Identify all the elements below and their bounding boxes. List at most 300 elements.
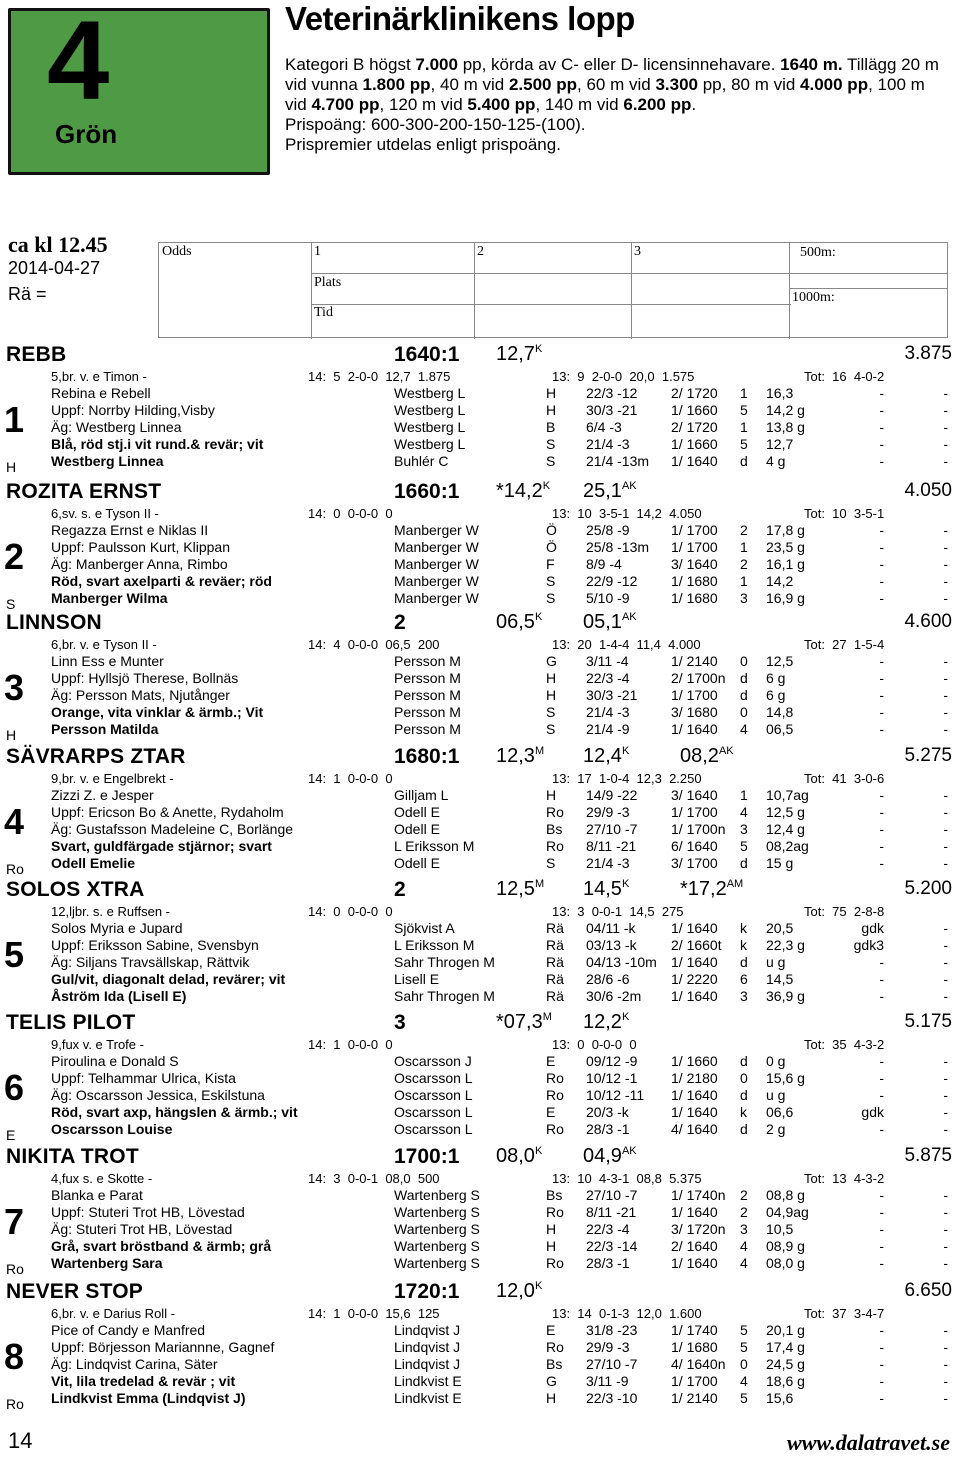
horse-stats: Tot: 10 3-5-1 — [804, 506, 885, 521]
horse-info: Äg: Persson Mats, Njutånger — [51, 687, 230, 703]
start-cell: u g — [766, 954, 786, 970]
horse-stats: 14: 4 0-0-0 06,5 200 — [308, 637, 440, 652]
start-cell: - — [879, 954, 884, 970]
start-cell: 2 — [740, 1187, 748, 1203]
start-cell: d — [740, 687, 748, 703]
start-cell: Ö — [546, 539, 557, 555]
start-cell: 10/12 -1 — [586, 1070, 638, 1086]
start-cell: 6/4 -3 — [586, 419, 622, 435]
start-cell: - — [879, 556, 884, 572]
start-cell: 22,3 g — [766, 937, 805, 953]
start-cell: 6 g — [766, 687, 786, 703]
start-cell: G — [546, 1373, 557, 1389]
start-cell: Lindkvist E — [394, 1390, 462, 1406]
start-cell: - — [943, 988, 948, 1004]
start-number: 3 — [4, 667, 25, 708]
start-cell: k — [740, 1104, 747, 1120]
shoe-info: Ro — [6, 861, 24, 877]
race-conditions — [285, 55, 945, 155]
start-cell: 23,5 g — [766, 539, 805, 555]
horse-stats: 13: 0 0-0-0 0 — [552, 1037, 637, 1052]
start-cell: 3/11 -4 — [586, 653, 629, 669]
record-type: M — [534, 745, 545, 757]
start-cell: 29/9 -3 — [586, 1339, 630, 1355]
record-value: 12,3 — [496, 745, 535, 767]
start-cell: - — [879, 1204, 884, 1220]
record-value: 04,9 — [583, 1145, 622, 1167]
prize-note: Prispremier utdelas enligt prispoäng. — [285, 135, 561, 154]
record-value: 25,1 — [583, 480, 622, 502]
start-cell: Odell E — [394, 804, 440, 820]
start-number: 7 — [4, 1201, 25, 1242]
horse-info: Rebina e Rebell — [51, 385, 151, 401]
record-type: K — [534, 1145, 543, 1157]
start-cell: 4 — [740, 1373, 748, 1389]
start-cell: 2/ 1640 — [671, 1238, 718, 1254]
horse-info: Äg: Manberger Anna, Rimbo — [51, 556, 228, 572]
start-cell: 08,9 g — [766, 1238, 805, 1254]
horse-stats: Tot: 75 2-8-8 — [804, 904, 885, 919]
start-cell: 0 — [740, 1070, 748, 1086]
start-cell: - — [879, 804, 884, 820]
start-cell: Westberg L — [394, 402, 466, 418]
record-type: K — [621, 745, 630, 757]
driver-name[interactable]: Westberg Linnea — [51, 453, 164, 469]
start-cell: Odell E — [394, 855, 440, 871]
start-cell: H — [546, 1390, 557, 1406]
start-distance: 1660:1 — [394, 480, 460, 503]
horse-name[interactable]: NIKITA TROT — [6, 1145, 139, 1168]
driver-name[interactable]: Åström Ida (Lisell E) — [51, 988, 187, 1004]
record-value: *17,2 — [680, 878, 727, 900]
start-cell: Ro — [546, 1255, 564, 1271]
record-type: AK — [621, 480, 637, 492]
start-cell: 20/3 -k — [586, 1104, 629, 1120]
start-cell: 8/9 -4 — [586, 556, 622, 572]
driver-name[interactable]: Wartenberg Sara — [51, 1255, 163, 1271]
horse-stats: Tot: 27 1-5-4 — [804, 637, 885, 652]
start-cell: - — [943, 704, 948, 720]
start-cell: 2 — [740, 1204, 748, 1220]
record-type: M — [534, 878, 545, 890]
start-distance: 3 — [394, 1011, 406, 1034]
start-cell: Oscarsson L — [394, 1104, 473, 1120]
start-cell: B — [546, 419, 556, 435]
record-type: K — [534, 343, 543, 355]
race-title: Veterinärklinikens lopp — [285, 0, 635, 37]
start-cell: - — [943, 1221, 948, 1237]
start-cell: 5 — [740, 838, 748, 854]
start-cell: 2/ 1660t — [671, 937, 722, 953]
start-cell: 21/4 -3 — [586, 704, 630, 720]
start-cell: Bs — [546, 1356, 563, 1372]
horse-stats: 14: 1 0-0-0 15,6 125 — [308, 1306, 440, 1321]
start-cell: 29/9 -3 — [586, 804, 630, 820]
horse-info: Uppf: Telhammar Ulrica, Kista — [51, 1070, 236, 1086]
start-cell: - — [943, 556, 948, 572]
horse-name[interactable]: LINNSON — [6, 611, 102, 634]
start-cell: 1/ 2140 — [671, 653, 718, 669]
odds-label: Odds — [162, 244, 192, 259]
start-cell: - — [943, 1373, 948, 1389]
driver-name[interactable]: Lindkvist Emma (Lindqvist J) — [51, 1390, 246, 1406]
start-cell: 12,5 g — [766, 804, 805, 820]
start-cell: 5 — [740, 1339, 748, 1355]
driver-name[interactable]: Odell Emelie — [51, 855, 136, 871]
start-cell: Persson M — [394, 687, 461, 703]
start-cell: 03/13 -k — [586, 937, 637, 953]
start-cell: 31/8 -23 — [586, 1322, 638, 1338]
start-cell: 2 g — [766, 1121, 786, 1137]
start-cell: - — [943, 1053, 948, 1069]
record-value: 05,1 — [583, 611, 622, 633]
start-cell: 8/11 -21 — [586, 838, 637, 854]
start-cell: 1/ 1640 — [671, 920, 718, 936]
record-type: AK — [621, 1145, 637, 1157]
horse-info: Linn Ess e Munter — [51, 653, 164, 669]
earnings: 4.600 — [904, 611, 952, 632]
start-cell: 15,6 g — [766, 1070, 805, 1086]
horse-info: Uppf: Norrby Hilding,Visby — [51, 402, 215, 418]
start-cell: H — [546, 787, 557, 803]
start-cell: 6/ 1640 — [671, 838, 718, 854]
earnings: 3.875 — [904, 343, 952, 364]
start-cell: - — [943, 573, 948, 589]
start-cell: 10,7ag — [766, 787, 809, 803]
shoe-info: H — [6, 459, 17, 475]
start-cell: 0 — [740, 704, 748, 720]
start-number: 5 — [4, 934, 25, 975]
horse-info: Äg: Lindqvist Carina, Säter — [51, 1356, 218, 1372]
start-cell: - — [879, 838, 884, 854]
start-cell: 5 — [740, 1322, 748, 1338]
start-cell: - — [879, 1390, 884, 1406]
start-cell: - — [943, 453, 948, 469]
start-cell: - — [879, 971, 884, 987]
horse-info: Röd, svart axelparti & reväer; röd — [51, 573, 272, 589]
earnings: 5.175 — [904, 1011, 952, 1032]
start-cell: 14,2 g — [766, 402, 805, 418]
horse-info: Solos Myria e Jupard — [51, 920, 183, 936]
record-time — [496, 878, 544, 901]
start-cell: - — [879, 855, 884, 871]
start-cell: H — [546, 385, 557, 401]
start-cell: 1/ 1700 — [671, 1373, 718, 1389]
start-distance: 2 — [394, 611, 406, 634]
start-cell: 22/3 -10 — [586, 1390, 638, 1406]
horse-info: Regazza Ernst e Niklas II — [51, 522, 209, 538]
start-cell: - — [879, 1070, 884, 1086]
horse-entry — [0, 343, 960, 473]
start-cell: 1/ 1640 — [671, 1255, 718, 1271]
shoe-info: S — [6, 596, 16, 612]
start-cell: 24,5 g — [766, 1356, 805, 1372]
driver-name[interactable]: Manberger Wilma — [51, 590, 168, 606]
record-time — [496, 1145, 542, 1168]
start-cell: 27/10 -7 — [586, 1356, 638, 1372]
horse-info: Uppf: Stuteri Trot HB, Lövestad — [51, 1204, 245, 1220]
start-cell: Rä — [546, 920, 564, 936]
race-date: 2014-04-27 — [8, 258, 101, 278]
start-cell: - — [943, 920, 948, 936]
start-cell: - — [879, 670, 884, 686]
start-cell: 1/ 2140 — [671, 1390, 718, 1406]
start-cell: 17,4 g — [766, 1339, 805, 1355]
horse-stats: 5,br. v. e Timon - — [51, 369, 147, 384]
start-cell: - — [943, 804, 948, 820]
record-time — [583, 1145, 637, 1168]
start-cell: H — [546, 402, 557, 418]
record-time — [583, 480, 637, 503]
record-value: *07,3 — [496, 1011, 543, 1033]
start-cell: 06,5 — [766, 721, 794, 737]
start-cell: gdk — [861, 920, 884, 936]
start-cell: 5 — [740, 402, 748, 418]
start-cell: 1/ 1640 — [671, 721, 718, 737]
start-cell: 5 — [740, 436, 748, 452]
horse-info: Uppf: Hyllsjö Therese, Bollnäs — [51, 670, 239, 686]
horse-stats: Tot: 16 4-0-2 — [804, 369, 885, 384]
start-cell: S — [546, 704, 556, 720]
start-cell: S — [546, 436, 556, 452]
start-cell: - — [879, 1238, 884, 1254]
record-time — [496, 745, 544, 768]
start-cell: Wartenberg S — [394, 1204, 480, 1220]
start-cell: 12,4 g — [766, 821, 805, 837]
start-cell: - — [943, 1356, 948, 1372]
start-cell: - — [943, 1322, 948, 1338]
start-cell: 22/3 -14 — [586, 1238, 638, 1254]
start-cell: - — [943, 1070, 948, 1086]
record-value: 08,0 — [496, 1145, 535, 1167]
start-cell: G — [546, 653, 557, 669]
start-cell: 28/3 -1 — [586, 1255, 630, 1271]
horse-info: Uppf: Eriksson Sabine, Svensbyn — [51, 937, 259, 953]
start-cell: - — [943, 687, 948, 703]
record-value: 08,2 — [680, 745, 719, 767]
start-cell: 5 — [740, 1390, 748, 1406]
record-value: 12,0 — [496, 1280, 535, 1302]
horse-stats: Tot: 37 3-4-7 — [804, 1306, 885, 1321]
start-number: 1 — [4, 399, 25, 440]
start-cell: - — [879, 1087, 884, 1103]
horse-name[interactable]: NEVER STOP — [6, 1280, 143, 1303]
start-cell: - — [943, 855, 948, 871]
start-cell: - — [943, 821, 948, 837]
start-cell: Oscarsson L — [394, 1121, 473, 1137]
record-value: 14,5 — [583, 878, 622, 900]
start-cell: 25/8 -9 — [586, 522, 630, 538]
start-cell: 2/ 1720 — [671, 419, 718, 435]
record-type: K — [621, 878, 630, 890]
start-cell: 10/12 -11 — [586, 1087, 645, 1103]
start-cell: - — [879, 1255, 884, 1271]
start-cell: 0 — [740, 653, 748, 669]
divider — [474, 243, 475, 339]
start-cell: - — [943, 385, 948, 401]
record-value: 12,7 — [496, 343, 535, 365]
driver-name[interactable]: Persson Matilda — [51, 721, 159, 737]
horse-stats: Tot: 13 4-3-2 — [804, 1171, 885, 1186]
start-cell: Ro — [546, 1204, 564, 1220]
start-cell: Wartenberg S — [394, 1255, 480, 1271]
start-cell: - — [879, 539, 884, 555]
start-cell: - — [879, 522, 884, 538]
start-cell: - — [943, 1104, 948, 1120]
start-cell: d — [740, 1053, 748, 1069]
horse-info: Piroulina e Donald S — [51, 1053, 179, 1069]
start-cell: Persson M — [394, 721, 461, 737]
start-cell: 4/ 1640n — [671, 1356, 726, 1372]
start-cell: - — [879, 721, 884, 737]
horse-stats: 14: 0 0-0-0 0 — [308, 904, 393, 919]
start-cell: 6 g — [766, 670, 786, 686]
divider — [789, 243, 790, 339]
start-cell: 1 — [740, 419, 748, 435]
start-cell: - — [943, 1339, 948, 1355]
horse-name[interactable]: SÄVRARPS ZTAR — [6, 745, 186, 768]
start-cell: 3 — [740, 821, 748, 837]
start-cell: 30/3 -21 — [586, 687, 638, 703]
results-box — [158, 242, 948, 338]
start-cell: Manberger W — [394, 539, 479, 555]
start-number: 8 — [4, 1336, 25, 1377]
start-cell: - — [879, 687, 884, 703]
start-cell: Sahr Throgen M — [394, 954, 495, 970]
horse-stats: 12,ljbr. s. e Ruffsen - — [51, 904, 170, 919]
record-value: 12,5 — [496, 878, 535, 900]
start-cell: - — [879, 419, 884, 435]
start-cell: 5/10 -9 — [586, 590, 630, 606]
start-cell: - — [943, 954, 948, 970]
record-time — [496, 480, 550, 503]
start-cell: S — [546, 590, 556, 606]
start-cell: - — [943, 436, 948, 452]
start-cell: S — [546, 721, 556, 737]
start-cell: 1/ 1640 — [671, 1104, 718, 1120]
start-cell: u g — [766, 1087, 786, 1103]
shoe-info: Ro — [6, 1396, 24, 1412]
race-color: Grön — [55, 119, 118, 149]
start-cell: Odell E — [394, 821, 440, 837]
start-cell: 4 g — [766, 453, 786, 469]
start-cell: Rä — [546, 971, 564, 987]
start-cell: 14/9 -22 — [586, 787, 638, 803]
start-cell: Ro — [546, 1121, 564, 1137]
start-cell: 4 — [740, 1238, 748, 1254]
record-time — [680, 745, 734, 768]
start-cell: Wartenberg S — [394, 1221, 480, 1237]
start-cell: 28/3 -1 — [586, 1121, 630, 1137]
horse-stats: 9,br. v. e Engelbrekt - — [51, 771, 174, 786]
start-time: ca kl 12.45 — [8, 232, 108, 257]
start-cell: 08,8 g — [766, 1187, 805, 1203]
horse-stats: 13: 17 1-0-4 12,3 2.250 — [552, 771, 702, 786]
record-time — [583, 1011, 629, 1034]
start-cell: Lindqvist J — [394, 1356, 461, 1372]
start-cell: - — [943, 937, 948, 953]
start-cell: H — [546, 687, 557, 703]
start-cell: Ro — [546, 804, 564, 820]
start-cell: - — [943, 721, 948, 737]
horse-info: Blå, röd stj.i vit rund.& revär; vit — [51, 436, 264, 452]
horse-name[interactable]: REBB — [6, 343, 67, 366]
horse-info: Svart, guldfärgade stjärnor; svart — [51, 838, 272, 854]
horse-stats: 9,fux v. e Trofe - — [51, 1037, 144, 1052]
horse-info: Blanka e Parat — [51, 1187, 143, 1203]
start-cell: d — [740, 954, 748, 970]
horse-info: Uppf: Paulsson Kurt, Klippan — [51, 539, 230, 555]
divider — [789, 288, 947, 289]
start-cell: 15 g — [766, 855, 794, 871]
horse-stats: 13: 3 0-0-1 14,5 275 — [552, 904, 684, 919]
start-cell: 21/4 -3 — [586, 436, 630, 452]
driver-name[interactable]: Oscarsson Louise — [51, 1121, 173, 1137]
horse-stats: 14: 0 0-0-0 0 — [308, 506, 393, 521]
race-badge — [8, 0, 270, 175]
start-cell: Westberg L — [394, 419, 466, 435]
start-cell: 21/4 -9 — [586, 721, 630, 737]
start-cell: 30/6 -2m — [586, 988, 642, 1004]
start-cell: - — [943, 1238, 948, 1254]
start-cell: - — [943, 1087, 948, 1103]
start-cell: d — [740, 1121, 748, 1137]
start-distance: 2 — [394, 878, 406, 901]
start-cell: 3/11 -9 — [586, 1373, 629, 1389]
start-cell: - — [879, 1373, 884, 1389]
start-cell: 1/ 1740 — [671, 1322, 718, 1338]
start-cell: 27/10 -7 — [586, 821, 638, 837]
start-cell: 13,8 g — [766, 419, 805, 435]
tid-label: Tid — [314, 305, 333, 320]
horse-stats: 13: 20 1-4-4 11,4 4.000 — [552, 637, 701, 652]
start-distance: 1680:1 — [394, 745, 460, 768]
start-cell: - — [879, 436, 884, 452]
record-value: 12,2 — [583, 1011, 622, 1033]
start-cell: 1/ 2180 — [671, 1070, 718, 1086]
start-cell: Manberger W — [394, 590, 479, 606]
start-cell: 04,9ag — [766, 1204, 809, 1220]
horse-name[interactable]: SOLOS XTRA — [6, 878, 145, 901]
start-cell: - — [879, 402, 884, 418]
horse-info: Äg: Westberg Linnea — [51, 419, 182, 435]
horse-name[interactable]: ROZITA ERNST — [6, 480, 162, 503]
start-cell: Buhlér C — [394, 453, 449, 469]
horse-info: Zizzi Z. e Jesper — [51, 787, 154, 803]
website[interactable]: www.dalatravet.se — [787, 1430, 950, 1455]
horse-entry — [0, 611, 960, 741]
horse-info: Pice of Candy e Manfred — [51, 1322, 206, 1338]
start-cell: 0 g — [766, 1053, 786, 1069]
start-cell: - — [943, 539, 948, 555]
start-cell: 8/11 -21 — [586, 1204, 637, 1220]
start-cell: 15,6 — [766, 1390, 794, 1406]
start-cell: 4 — [740, 804, 748, 820]
start-cell: 1 — [740, 787, 748, 803]
horse-name[interactable]: TELIS PILOT — [6, 1011, 136, 1034]
shoe-info: E — [6, 1127, 16, 1143]
start-cell: 1/ 1640 — [671, 954, 718, 970]
start-cell: - — [879, 821, 884, 837]
horse-info: Grå, svart bröstband & ärmb; grå — [51, 1238, 272, 1254]
horse-info: Vit, lila tredelad & revär ; vit — [51, 1373, 236, 1389]
start-cell: S — [546, 573, 556, 589]
horse-info: Röd, svart axp, hängslen & ärmb.; vit — [51, 1104, 298, 1120]
start-cell: 22/3 -4 — [586, 670, 630, 686]
horse-entry — [0, 745, 960, 875]
start-cell: Sjökvist A — [394, 920, 455, 936]
record-time — [583, 878, 629, 901]
